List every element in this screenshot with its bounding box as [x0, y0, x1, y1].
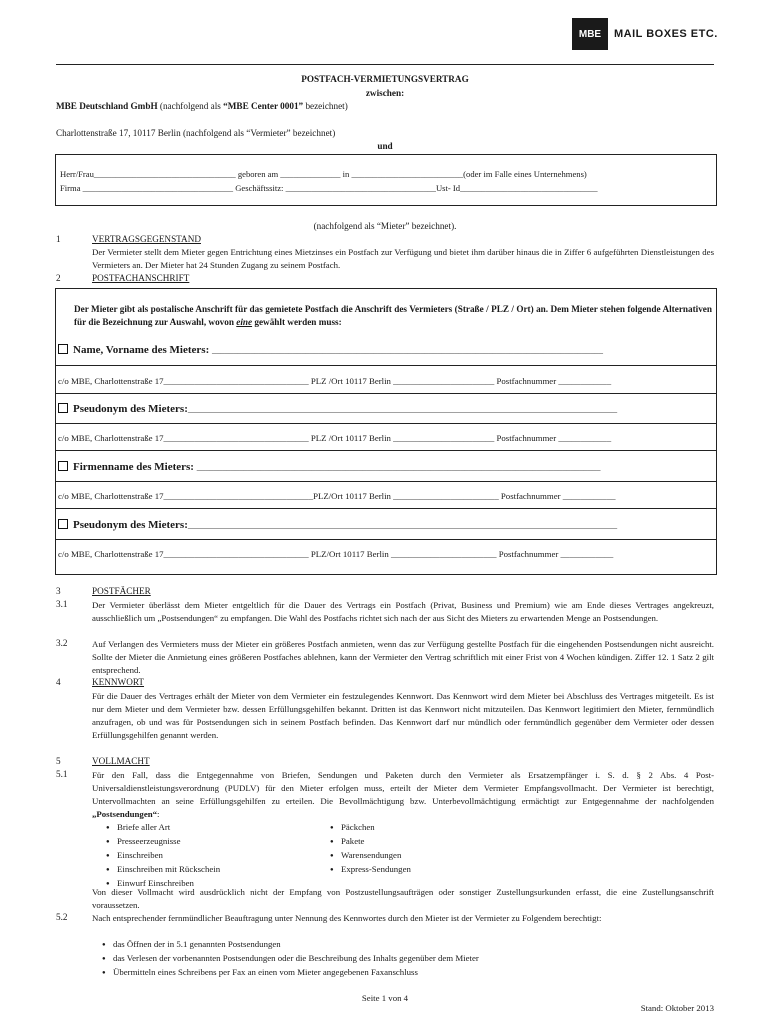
- tenant-line-2[interactable]: Firma ___________________________________ Geschäftssitz: ___________________________________Ust- Id________________________________: [60, 183, 598, 193]
- page-number: Seite 1 von 4: [361, 993, 409, 1003]
- section5-1-number: 5.1: [56, 769, 68, 779]
- option-pseudonym-2-address[interactable]: c/o MBE, Charlottenstraße 17_________________________________ PLZ/Ort 10117 Berlin ________________________ Postfachnummer ____________: [58, 549, 614, 559]
- list-item: ● das Öffnen der in 5.1 genannten Postsendungen: [102, 938, 479, 952]
- option-divider: [56, 393, 716, 394]
- option-company-address[interactable]: c/o MBE, Charlottenstraße 17__________________________________PLZ/Ort 10117 Berlin ________________________ Postfachnummer ____________: [58, 491, 616, 501]
- option-pseudonym-2-fill[interactable]: _____________________________________________________________________________________________________: [187, 520, 618, 530]
- section1-text: Der Vermieter stellt dem Mieter gegen Entrichtung eines Mietzinses ein Postfach zur Verfügung und bietet ihm darüber hinaus die in Ziffer 6 aufgeführten Dienstleistungen des Vermieters an. Der Mieter hat 24 Stunden Zugang zu seinem Postfach.: [92, 247, 714, 270]
- option-company-fill[interactable]: _______________________________________________________________________________________________: [196, 462, 601, 472]
- option-name-address[interactable]: c/o MBE, Charlottenstraße 17_________________________________ PLZ /Ort 10117 Berlin _______________________ Postfachnummer ____________: [58, 376, 612, 386]
- checkbox-icon[interactable]: [58, 519, 68, 529]
- and-label: und: [377, 141, 393, 151]
- tenant-note: (nachfolgend als “Mieter” bezeichnet).: [313, 221, 457, 231]
- list-item: ● Warensendungen: [330, 849, 411, 863]
- section3-title: POSTFÄCHER: [92, 586, 151, 596]
- section3-1-number: 3.1: [56, 599, 68, 609]
- option-divider: [56, 365, 716, 366]
- postsendungen-list-right: [330, 821, 411, 877]
- section5-number: 5: [56, 756, 61, 766]
- section4-title: KENNWORT: [92, 677, 145, 687]
- option-divider: [56, 508, 716, 509]
- mbe-logo-text: MAIL BOXES ETC.: [614, 28, 718, 40]
- between-label: zwischen:: [365, 88, 405, 98]
- party1-name: MBE Deutschland GmbH: [56, 101, 158, 111]
- section2-number: 2: [56, 273, 61, 283]
- checkbox-icon[interactable]: [58, 403, 68, 413]
- option-pseudonym-2[interactable]: [58, 519, 617, 531]
- list-item: ● Päckchen: [330, 821, 411, 835]
- section1-title: VERTRAGSGEGENSTAND: [92, 234, 201, 244]
- option-pseudonym-1[interactable]: [58, 403, 617, 415]
- option-name[interactable]: [58, 344, 603, 356]
- address-intro-b: gewählt werden muss:: [252, 317, 342, 327]
- section5-2-text: Nach entsprechender fernmündlicher Beauftragung unter Nennung des Kennwortes durch den Mieter ist der Vermieter zu Folgendem berechtigt:: [92, 913, 602, 923]
- section1-number: 1: [56, 234, 61, 244]
- list-item: ● Express-Sendungen: [330, 863, 411, 877]
- checkbox-icon[interactable]: [58, 461, 68, 471]
- postsendungen-list-left: [106, 821, 220, 891]
- option-name-label: Name, Vorname des Mieters:: [73, 344, 212, 356]
- list-item: ● Pakete: [330, 835, 411, 849]
- option-divider: [56, 450, 716, 451]
- section5-2-number: 5.2: [56, 912, 68, 922]
- tenant-line-1[interactable]: Herr/Frau_________________________________ geboren am ______________ in __________________________(oder im Falle eines Unternehmens): [60, 169, 587, 179]
- party1-address: Charlottenstraße 17, 10117 Berlin (nachfolgend als “Vermieter” bezeichnet): [56, 128, 336, 138]
- list-item: ● Einschreiben mit Rückschein: [106, 863, 220, 877]
- address-intro-a: Der Mieter gibt als postalische Anschrift für das gemietete Postfach die Anschrift des Vermieters (Straße / PLZ / Ort) an. Dem Mieter stehen folgende Alternativen für die Bezeichnung zur Auswahl, wovon: [74, 304, 712, 327]
- header-rule: [56, 64, 714, 65]
- address-intro-emphasis: eine: [236, 317, 253, 327]
- option-company[interactable]: [58, 461, 600, 473]
- checkbox-icon[interactable]: [58, 344, 68, 354]
- option-pseudonym-2-label: Pseudonym des Mieters:: [73, 519, 188, 531]
- address-intro: [74, 303, 712, 329]
- section3-number: 3: [56, 586, 61, 596]
- list-item: ● das Verlesen der vorbenannten Postsendungen oder die Beschreibung des Inhalts gegenüber dem Mieter: [102, 952, 479, 966]
- party1-alias: “MBE Center 0001”: [223, 101, 304, 111]
- option-pseudonym-1-fill[interactable]: _____________________________________________________________________________________________________: [187, 404, 618, 414]
- section5-1-text-b: :: [157, 809, 160, 819]
- option-name-fill[interactable]: ____________________________________________________________________________________________: [212, 345, 603, 355]
- section3-1-text: Der Vermieter überlässt dem Mieter entgeltlich für die Dauer des Vertrags ein Postfach (Privat, Business und Premium) wie am Ende dieses Vertrages angekreuzt, ausschließlich um „Postsendungen“ zu empfangen. Die Wahl des Postfachs richtet sich nach der aus Sicht des Mieters zu erwartenden Menge an Postsendungen.: [92, 600, 714, 623]
- address-options-box: [55, 288, 717, 575]
- list-item: ● Einwurf Einschreiben: [106, 877, 220, 891]
- list-item: ● Briefe aller Art: [106, 821, 220, 835]
- section4-number: 4: [56, 677, 61, 687]
- section5-1-text: [92, 769, 714, 821]
- document-date: Stand: Oktober 2013: [640, 1003, 714, 1013]
- option-divider: [56, 481, 716, 482]
- section5-title: VOLLMACHT: [92, 756, 150, 766]
- option-divider: [56, 539, 716, 540]
- option-pseudonym-1-address[interactable]: c/o MBE, Charlottenstraße 17_________________________________ PLZ /Ort 10117 Berlin _______________________ Postfachnummer ____________: [58, 433, 612, 443]
- section3-2-text: Auf Verlangen des Vermieters muss der Mieter ein größeres Postfach anmieten, wenn das zur Verfügung gestellte Postfach für die eingehenden Postsendungen nicht ausreicht. Sollte der Mieter die Anmietung eines größeren Postfaches ablehnen, kann der Vermieter den Vertrag schriftlich mit einer Frist von 4 Wochen kündigen. Ziffer 12. 1 Satz 2 gilt entsprechend.: [92, 639, 714, 675]
- section5-2-list: [102, 938, 479, 980]
- list-item: ● Einschreiben: [106, 849, 220, 863]
- mbe-logo-mark: MBE: [572, 18, 608, 50]
- section4-text: Für die Dauer des Vertrages erhält der Mieter von dem Vermieter ein festzulegendes Kennwort. Das Kennwort wird dem Mieter bei Abschluss des Vertrages mitgeteilt. Es ist nur dem Mieter und dem Vermieter bzw. dessen Erfüllungsgehilfen bekannt. Dritten ist das Kennwort nicht mitzuteilen. Das Kennwort legitimiert den Mieter, fernmündlich anzufragen, ob und was für Postsendungen sich in seinem Postfach befinden. Das Kennwort darf nur mündlich oder fernmündlich gegenüber dem Vermieter oder dessen Erfüllungsgehilfen genannt werden.: [92, 691, 714, 740]
- list-item: ● Presseerzeugnisse: [106, 835, 220, 849]
- tenant-box: [55, 154, 717, 206]
- option-pseudonym-1-label: Pseudonym des Mieters:: [73, 403, 188, 415]
- party1-end: bezeichnet): [303, 101, 348, 111]
- section5-1-text-a: Für den Fall, dass die Entgegennahme von Briefen, Sendungen und Paketen durch den Vermieter als Ersatzempfänger i. S. d. § 2 Abs. 4 Post-Universaldienstleistungsverordnung (PUDLV) für den Mieter erfolgen muss, erteilt der Mieter dem Vermieter Empfangsvollmacht. Der Vermieter ist berechtigt, Untervollmachten an seine Erfüllungsgehilfen zu erteilen. Die Bevollmächtigung bzw. Unterbevollmächtigung ermächtigt zur Entgegennahme der nachfolgenden: [92, 770, 714, 806]
- party1-mid: (nachfolgend als: [157, 101, 224, 111]
- section5-1-after: Von dieser Vollmacht wird ausdrücklich nicht der Empfang von Postzustellungsaufträgen oder sonstiger Zustellungsurkunden erfasst, die eine Zustellungsanschrift voraussetzen.: [92, 887, 714, 910]
- section2-title: POSTFACHANSCHRIFT: [92, 273, 190, 283]
- option-divider: [56, 423, 716, 424]
- party1-line: [56, 101, 348, 111]
- list-item: ● Übermitteln eines Schreibens per Fax an einen vom Mieter angegebenen Faxanschluss: [102, 966, 479, 980]
- section3-2-number: 3.2: [56, 638, 68, 648]
- contract-title: POSTFACH-VERMIETUNGSVERTRAG: [301, 74, 469, 84]
- section5-1-postsendungen: „Postsendungen“: [92, 809, 158, 819]
- option-company-label: Firmenname des Mieters:: [73, 461, 197, 473]
